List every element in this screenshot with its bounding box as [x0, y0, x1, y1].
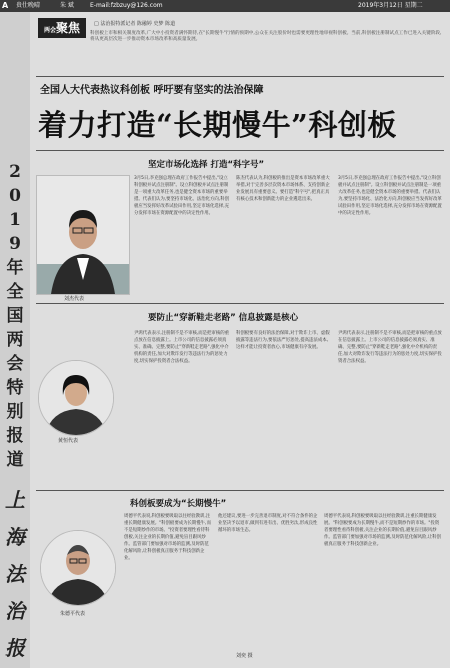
article-column: 3月5日,李克强总理在政府工作报告中提出,"设立科创板并试点注册制"。设立科创板并试点注册制是一项重大改革任务,也是健全资本市场的重要举措。代表们认为,要坚持市场化、法治化方向,科创板应当发挥好改革试验田作用,坚定市场化选择,充分发挥市场在资源配置中的决定性作用。: [134, 176, 229, 216]
side-year-char: 道: [6, 450, 24, 470]
portrait-image: [41, 531, 115, 605]
side-year-char: 全: [6, 282, 24, 302]
header-editor: 朱 斌: [60, 2, 74, 9]
paper-name: 贵仕晚晴: [16, 2, 41, 9]
article-column: 科创板要有良好的法治保障,对于欺诈上市、虚假披露等违法行为,要依法严厉惩处,提高违法成本,这样才能让投资者放心,市场健康有序发展。: [236, 331, 330, 350]
side-year-char: 2: [9, 162, 21, 182]
article-column: 陈杰代表认为,科创板的推出是资本市场改革重大举措,对于完善多层次资本市场体系、支持创新企业发展具有重要意义。要打造"科字号",把真正具有核心技术和创新能力的企业遴选出来。: [236, 176, 330, 202]
section-heading-2: 要防止“穿新鞋走老路” 信息披露是核心: [148, 313, 299, 323]
side-year-char: 两: [6, 330, 24, 350]
subtitle: 全国人大代表热议科创板 呼吁要有坚实的法治保障: [40, 85, 264, 96]
portrait-image: [39, 361, 113, 435]
paper-logo: A: [2, 1, 9, 10]
side-year-text: [2, 160, 28, 472]
side-paper-char: 报: [5, 636, 25, 660]
photo-portrait: [36, 175, 130, 295]
photo-credit: 刘奕 摄: [236, 653, 253, 659]
side-paper-char: 法: [5, 562, 25, 586]
divider: [36, 490, 444, 491]
focus-label: 聚焦: [56, 21, 81, 35]
side-year-char: 会: [6, 354, 24, 374]
side-year-char: 国: [6, 306, 24, 326]
section-heading-3: 科创板要成为“长期慢牛”: [130, 499, 227, 509]
side-paper-char: 治: [5, 599, 25, 623]
header-date: 2019年3月12日 星期二: [358, 2, 423, 9]
photo-caption-3: 朱德平代表: [60, 611, 86, 617]
photo-portrait: [40, 530, 116, 606]
photo-caption-2: 黄恒代表: [58, 438, 79, 444]
side-year-char: 特: [6, 378, 24, 398]
article-column: 周德平代表说,科创板要吸取以往经验教训,注重长期健康发展。"科创板要成为长期慢牛,而不是短期炒作的市场。"投资者要理性看待科创板,关注企业的长期价值,避免盲目跟风炒作。监管部门要加强对市场的监测,及时防范化解风险,让科创板真正服务于科技创新企业。: [324, 514, 441, 547]
divider: [36, 76, 444, 77]
side-paper-char: 上: [5, 488, 25, 512]
article-column: 尹鸿代表表示,注册制不是不审核,而是把审核的重点放在信息披露上。上市公司的信息披露必须真实、准确、完整,要防止"穿新鞋走老路",强化中介机构的责任,加大对欺诈发行等违法行为的惩处力度,切实保护投资者合法权益。: [134, 331, 229, 364]
side-year-char: 1: [9, 210, 21, 230]
header-email: E-mail:fzbzuy@126.com: [90, 2, 163, 9]
side-paper-char: 海: [5, 525, 25, 549]
main-title: 着力打造“长期慢牛”科创板: [38, 108, 397, 142]
section-heading-1: 坚定市场化选择 打造“科字号”: [148, 160, 265, 170]
divider: [36, 303, 444, 304]
portrait-image: [37, 176, 129, 294]
side-year-char: 0: [9, 186, 21, 206]
focus-prefix: 两会: [43, 27, 56, 34]
page-header: [0, 0, 450, 12]
side-year-char: 别: [6, 402, 24, 422]
side-year-char: 年: [6, 258, 24, 278]
byline: □ 法治报特派记者 陈融婷 史梦 陈道: [94, 21, 176, 27]
focus-tag: [38, 18, 86, 38]
side-paper-name: [2, 482, 28, 667]
side-year-char: 报: [6, 426, 24, 446]
side-year-char: 9: [9, 234, 21, 254]
article-column: 尹鸿代表表示,注册制不是不审核,而是把审核的重点放在信息披露上。上市公司的信息披露必须真实、准确、完整,要防止"穿新鞋走老路",强化中介机构的责任,加大对欺诈发行等违法行为的惩处力度,切实保护投资者合法权益。: [338, 331, 442, 364]
photo-portrait: [38, 360, 114, 436]
article-column: 周德平代表说,科创板要吸取以往经验教训,注重长期健康发展。"科创板要成为长期慢牛,而不是短期炒作的市场。"投资者要理性看待科创板,关注企业的长期价值,避免盲目跟风炒作。监管部门要加强对市场的监测,及时防范化解风险,让科创板真正服务于科技创新企业。: [124, 514, 211, 561]
article-column: 3月5日,李克强总理在政府工作报告中提出,"设立科创板并试点注册制"。设立科创板并试点注册制是一项重大改革任务,也是健全资本市场的重要举措。代表们认为,要坚持市场化、法治化方向,科创板应当发挥好改革试验田作用,坚定市场化选择,充分发挥市场在资源配置中的决定性作用。: [338, 176, 442, 216]
intro-text: 科创板上市和相关制度改革,广大中小投资者满怀期待,在"长期慢牛"行情的预期中,公众在关注股价时也需要更理性地审视科创板。当前,科创板注册制试点工作已进入关键阶段,将从更高层次进一步推动资本市场改革和高质量发展。: [90, 31, 442, 42]
article-column: 他还建议,要进一步完善退市制度,对不符合条件的企业坚决予以退市,做到有进有出、优胜劣汰,形成良性循环的市场生态。: [218, 514, 318, 533]
divider: [36, 150, 444, 151]
side-strip: [0, 12, 30, 668]
photo-caption-1: 刘杰代表: [64, 296, 85, 302]
